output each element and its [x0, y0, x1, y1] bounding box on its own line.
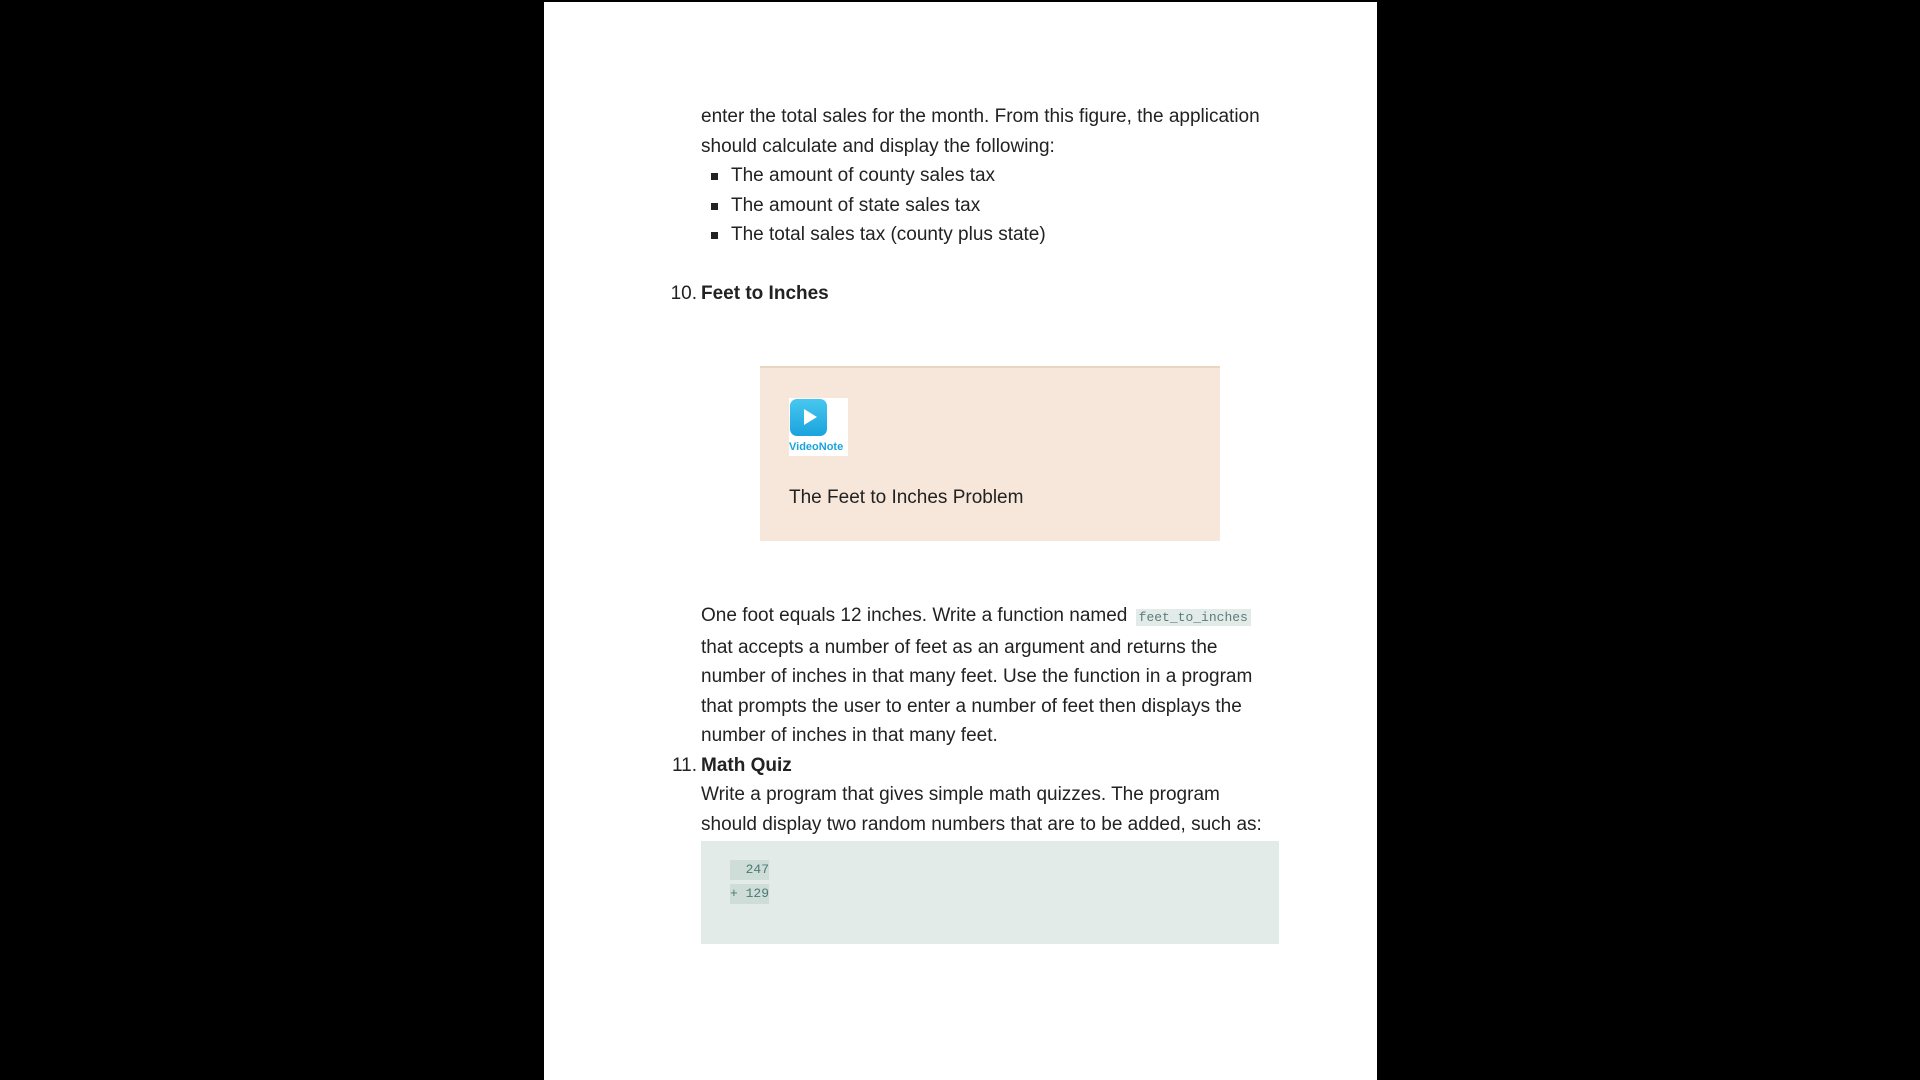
exercise-10	[670, 279, 1279, 751]
exercise-10-body	[701, 601, 1279, 751]
list-item: The amount of county sales tax	[711, 161, 1279, 191]
exercise-10-body-start: One foot equals 12 inches. Write a function named	[701, 605, 1128, 626]
exercise-11-body: Write a program that gives simple math quizzes. The program should display two random numbers that are to be added, such as:	[701, 784, 1262, 835]
sales-tax-list	[701, 161, 1279, 250]
list-item: The amount of state sales tax	[711, 191, 1279, 221]
videonote-box[interactable]	[760, 366, 1220, 541]
function-name-code: feet_to_inches	[1136, 609, 1251, 626]
videonote-logo-label: VideoNote	[789, 441, 844, 453]
exercise-11-number: 11.	[671, 754, 697, 776]
exercise-10-number: 10.	[670, 282, 697, 304]
list-item: The total sales tax (county plus state)	[711, 220, 1279, 250]
videonote-logo[interactable]	[789, 398, 848, 456]
exercise-10-body-end: that accepts a number of feet as an argument and returns the number of inches in that many feet. Use the function in a program that prompts the user to enter a number of feet then displays the number of inches in that many feet.	[701, 636, 1253, 746]
intro-paragraph: enter the total sales for the month. From this figure, the application should calculate and display the following:	[701, 106, 1260, 157]
code-line: 247	[730, 860, 769, 880]
videonote-title: The Feet to Inches Problem	[789, 487, 1024, 508]
document-content	[670, 102, 1279, 944]
code-block	[701, 841, 1279, 944]
exercise-11-heading: Math Quiz	[701, 754, 792, 776]
document-page	[544, 2, 1377, 1080]
exercise-11	[671, 751, 1279, 945]
exercise-10-heading: Feet to Inches	[701, 282, 829, 304]
play-icon[interactable]	[790, 399, 827, 436]
code-line: + 129	[730, 884, 769, 904]
